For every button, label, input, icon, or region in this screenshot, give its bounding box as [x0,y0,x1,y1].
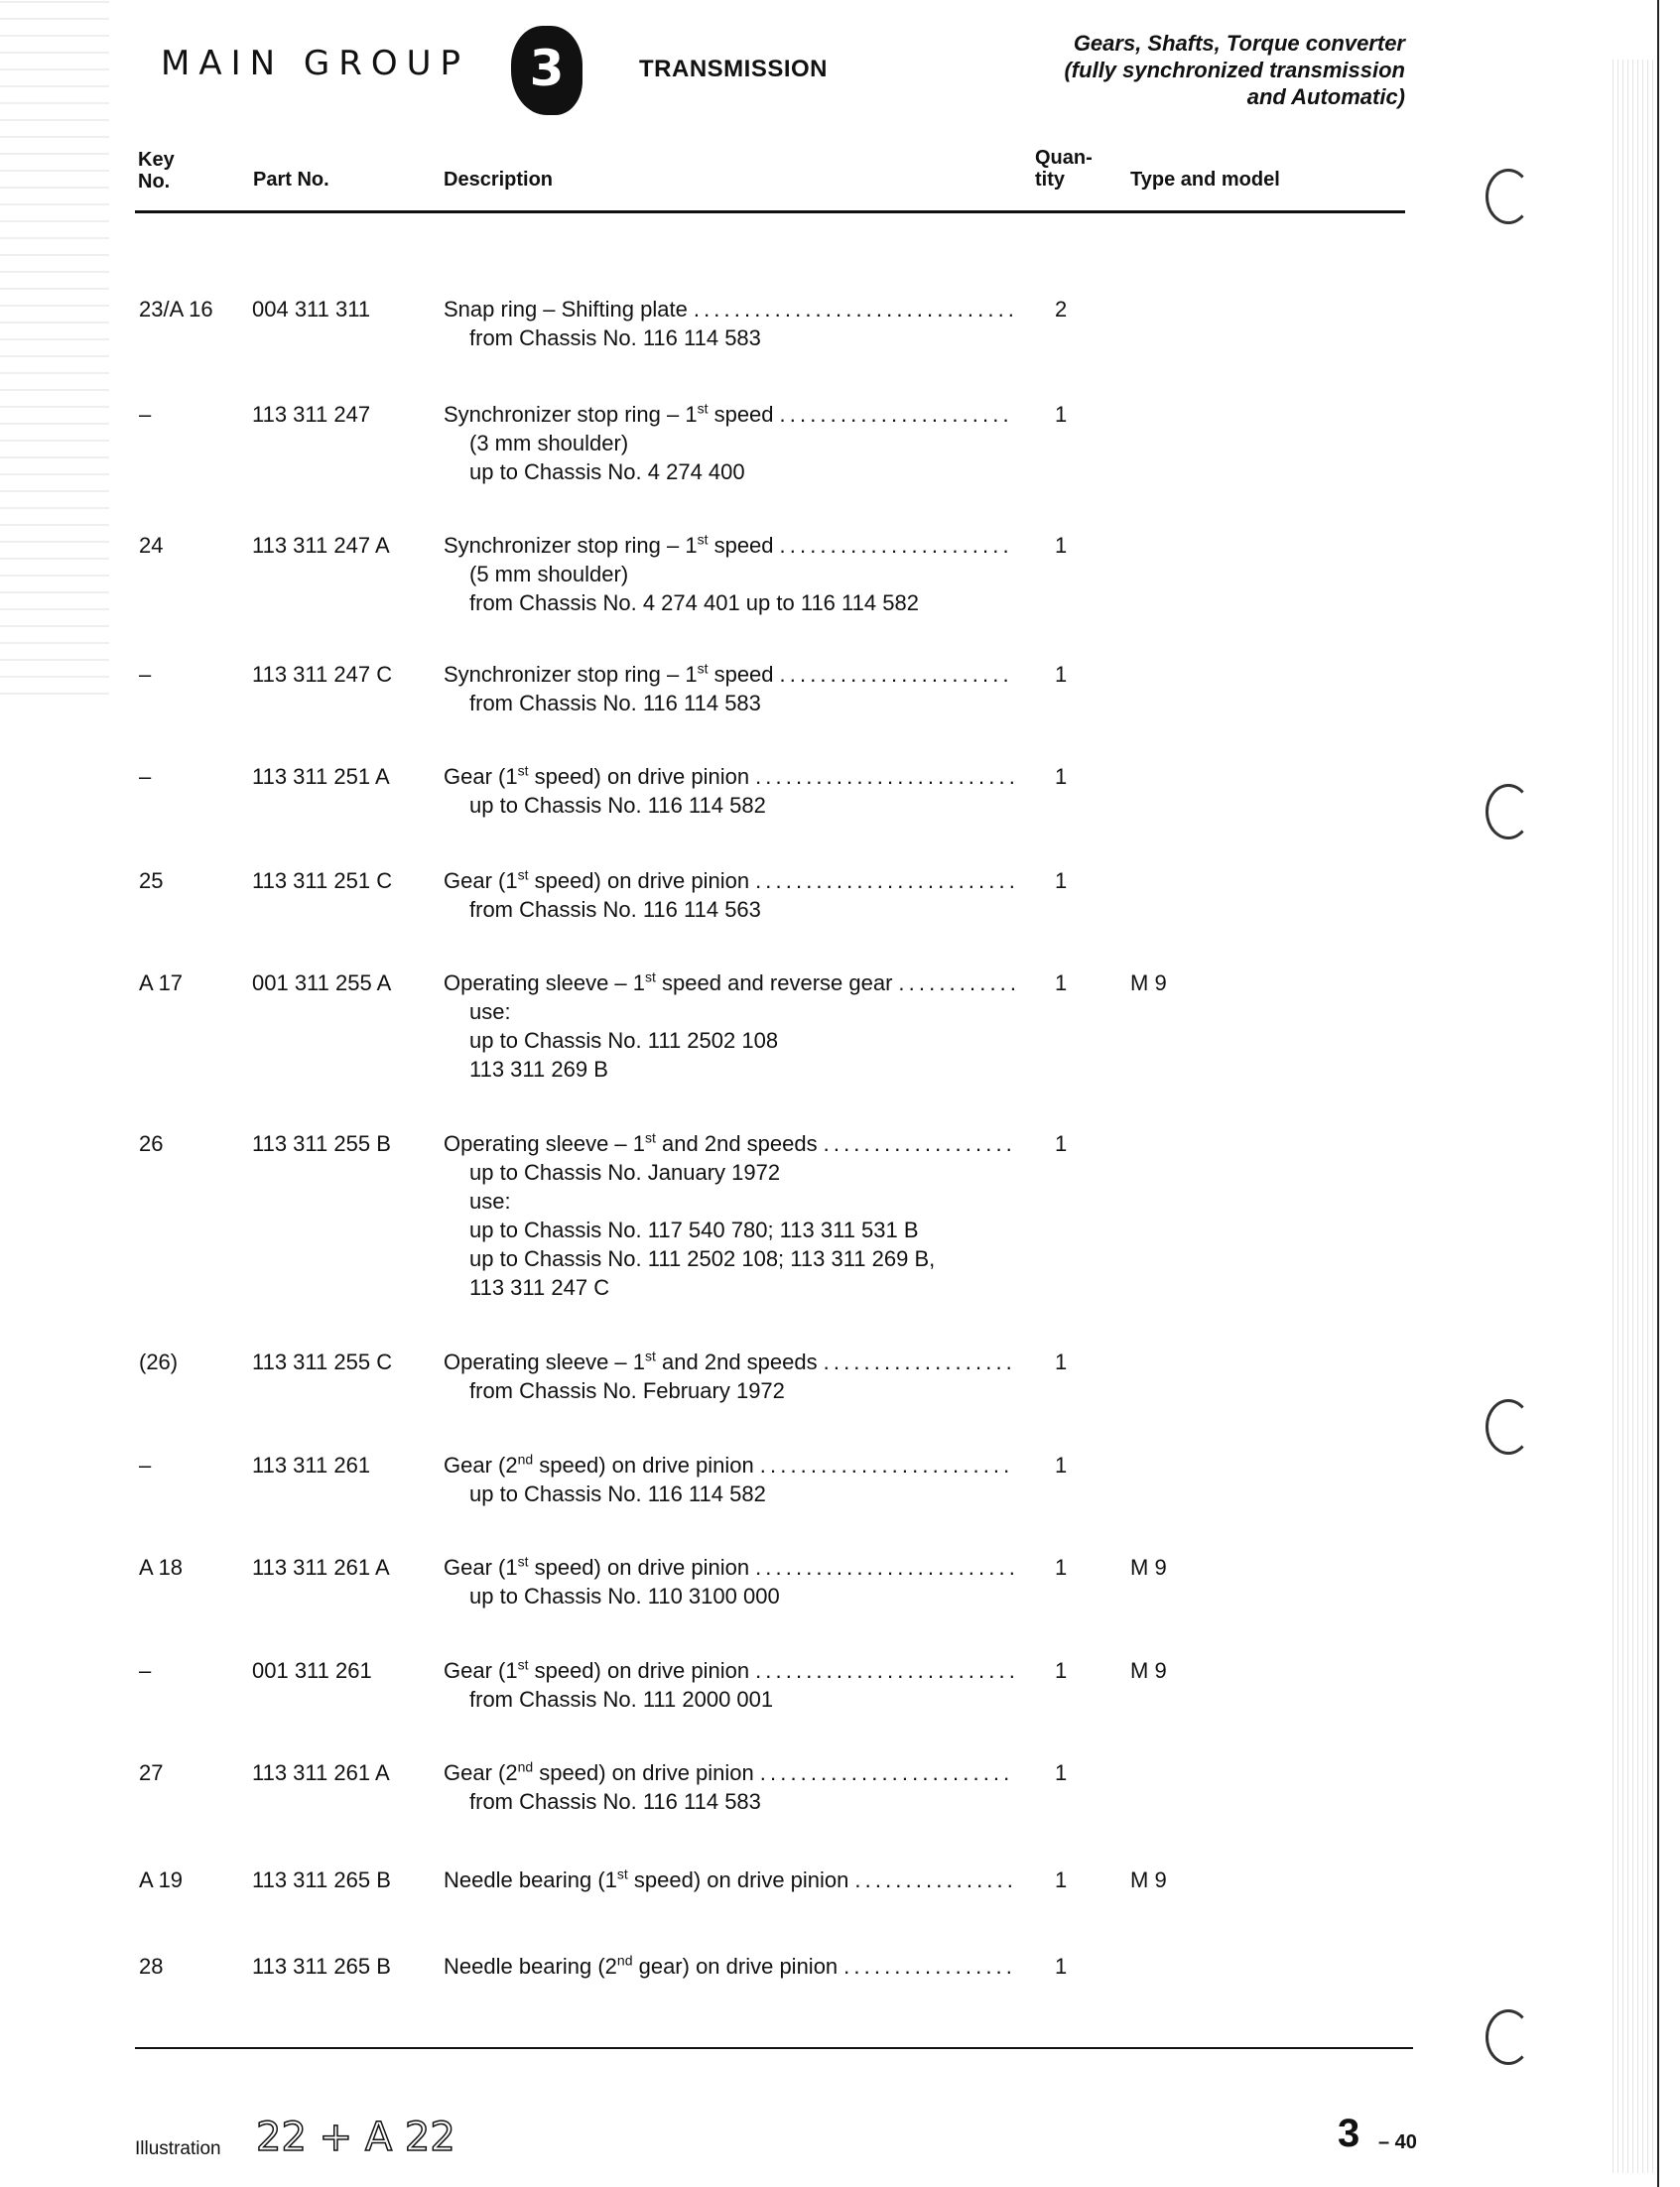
leader-dots [755,762,1014,791]
description-text: Needle bearing (1 [444,1867,617,1892]
binding-edge [1657,0,1659,2187]
group-number-badge: 3 [511,26,582,115]
column-header-quantity: Quan- tity [1035,147,1093,191]
leader-dots [824,1129,1014,1158]
illustration-reference: 22 + A 22 [256,2115,455,2160]
quantity: 1 [1055,764,1068,789]
part-number: 001 311 261 [252,1658,372,1683]
description-sub-line: 113 311 247 C [469,1275,610,1300]
leader-dots [780,531,1014,560]
part-number: 113 311 261 [252,1453,371,1478]
part-number: 113 311 261 A [252,1760,390,1785]
leader-dots [854,1865,1014,1894]
quantity: 1 [1055,970,1068,995]
part-number: 113 311 265 B [252,1954,391,1979]
part-description [444,866,1014,924]
description-text: Synchronizer stop ring – 1 [444,533,698,558]
description-text-tail: speed) on drive pinion [627,1867,849,1892]
description-main-line [444,1758,1014,1787]
section-description-line: Gears, Shafts, Torque converter [1073,31,1405,56]
description-main-line [444,762,1014,791]
description-text: Gear (2 [444,1760,518,1785]
leader-dots [898,968,1014,997]
column-header-part-no: Part No. [253,169,329,191]
key-number: 23/A 16 [139,297,213,322]
description-text-tail: speed) on drive pinion [528,1555,750,1580]
description-sub-line: from Chassis No. 111 2000 001 [469,1687,774,1712]
description-sub-line: up to Chassis No. 117 540 780; 113 311 531 B [469,1218,919,1242]
description-sub-line: (5 mm shoulder) [469,562,629,586]
part-description [444,295,1014,352]
punch-hole-icon [1486,784,1531,839]
quantity: 1 [1055,1350,1068,1374]
part-description [444,660,1014,717]
description-sub-line: use: [469,1189,511,1214]
description-text: Operating sleeve – 1 [444,1350,646,1374]
key-number: – [139,1658,152,1683]
key-number: – [139,662,152,687]
section-description-line: and Automatic) [1246,84,1405,109]
description-text-tail: gear) on drive pinion [632,1954,839,1979]
description-main-line [444,1348,1014,1376]
description-text: Operating sleeve – 1 [444,1131,646,1156]
description-text: Snap ring – Shifting plate [444,297,688,322]
description-main-line [444,1865,1014,1894]
main-group-label: MAIN GROUP [161,44,469,83]
description-sub-line: up to Chassis No. January 1972 [469,1160,781,1185]
description-text-tail: and 2nd speeds [655,1131,818,1156]
quantity: 1 [1055,662,1068,687]
description-main-line [444,1656,1014,1685]
ordinal-suffix: nd [517,1758,534,1775]
part-description [444,1952,1014,1981]
illustration-label: Illustration [135,2138,221,2159]
quantity: 1 [1055,1867,1068,1892]
key-number: 28 [139,1954,164,1979]
scan-noise-left [0,0,109,695]
description-sub-line: use: [469,999,511,1024]
punch-hole-icon [1486,2009,1531,2065]
leader-dots [843,1952,1014,1981]
description-sub-line: up to Chassis No. 116 114 582 [469,793,766,818]
key-number: (26) [139,1350,179,1374]
ordinal-suffix: nd [616,1952,633,1969]
quantity: 2 [1055,297,1068,322]
description-sub-line: from Chassis No. 116 114 583 [469,691,761,715]
key-number: 26 [139,1131,164,1156]
description-main-line [444,866,1014,895]
binding-strip [1613,60,1657,2173]
type-model: M 9 [1130,1658,1167,1683]
ordinal-suffix: st [697,400,709,417]
leader-dots [760,1758,1014,1787]
description-text-tail: speed [708,662,774,687]
description-sub-line: from Chassis No. 4 274 401 up to 116 114 582 [469,590,919,615]
quantity: 1 [1055,533,1068,558]
quantity: 1 [1055,1131,1068,1156]
column-header-key-no: Key No. [138,149,175,193]
description-text: Gear (1 [444,764,518,789]
description-main-line [444,400,1014,429]
leader-dots [755,1656,1014,1685]
leader-dots [780,400,1014,429]
part-number: 001 311 255 A [252,970,392,995]
part-number: 113 311 261 A [252,1555,390,1580]
description-text: Needle bearing (2 [444,1954,617,1979]
key-number: – [139,1453,152,1478]
description-sub-line: from Chassis No. 116 114 583 [469,1789,761,1814]
description-text-tail: speed and reverse gear [655,970,893,995]
type-model: M 9 [1130,970,1167,995]
part-description [444,531,1014,617]
ordinal-suffix: st [645,1348,656,1364]
description-main-line [444,1129,1014,1158]
page-number-sub: – 40 [1378,2131,1417,2153]
part-description [444,1758,1014,1816]
part-number: 113 311 247 A [252,533,390,558]
quantity: 1 [1055,402,1068,427]
leader-dots [760,1451,1014,1479]
column-header-type-model: Type and model [1130,169,1280,191]
description-sub-line: up to Chassis No. 111 2502 108 [469,1028,779,1053]
leader-dots [755,866,1014,895]
leader-dots [694,295,1014,323]
leader-dots [780,660,1014,689]
description-sub-line: up to Chassis No. 4 274 400 [469,459,745,484]
part-number: 113 311 255 C [252,1350,393,1374]
ordinal-suffix: nd [517,1451,534,1468]
description-main-line [444,1451,1014,1479]
quantity: 1 [1055,1760,1068,1785]
description-text-tail: speed) on drive pinion [528,868,750,893]
description-sub-line: 113 311 269 B [469,1057,608,1082]
part-description [444,400,1014,486]
section-description-line: (fully synchronized transmission [1064,58,1405,82]
column-header-description: Description [444,169,554,191]
description-text: Synchronizer stop ring – 1 [444,402,698,427]
header-rule [135,210,1405,213]
part-description [444,1553,1014,1610]
section-description [969,30,1405,110]
leader-dots [755,1553,1014,1582]
ordinal-suffix: st [697,531,709,548]
key-number: 24 [139,533,164,558]
ordinal-suffix: st [645,968,656,985]
description-text-tail: speed) on drive pinion [528,764,750,789]
part-description [444,968,1014,1084]
quantity: 1 [1055,1954,1068,1979]
description-sub-line: from Chassis No. 116 114 583 [469,325,761,350]
description-text: Gear (1 [444,868,518,893]
ordinal-suffix: st [517,1553,529,1570]
part-description [444,1865,1014,1894]
key-number: – [139,764,152,789]
key-number: – [139,402,152,427]
part-number: 113 311 251 A [252,764,390,789]
description-text-tail: speed [708,402,774,427]
description-main-line [444,1952,1014,1981]
punch-hole-icon [1486,169,1531,224]
ordinal-suffix: st [517,866,529,883]
quantity: 1 [1055,868,1068,893]
ordinal-suffix: st [616,1865,628,1882]
part-number: 113 311 247 [252,402,371,427]
description-text: Gear (1 [444,1555,518,1580]
description-main-line [444,295,1014,323]
quantity: 1 [1055,1555,1068,1580]
description-text-tail: speed [708,533,774,558]
description-main-line [444,968,1014,997]
description-sub-line: up to Chassis No. 116 114 582 [469,1481,766,1506]
description-main-line [444,1553,1014,1582]
leader-dots [824,1348,1014,1376]
footer-rule [135,2047,1413,2049]
description-sub-line: from Chassis No. February 1972 [469,1378,785,1403]
description-text: Gear (1 [444,1658,518,1683]
description-sub-line: up to Chassis No. 111 2502 108; 113 311 269 B, [469,1246,936,1271]
quantity: 1 [1055,1658,1068,1683]
ordinal-suffix: st [517,1656,529,1673]
description-text: Gear (2 [444,1453,518,1478]
part-description [444,1129,1014,1302]
description-main-line [444,531,1014,560]
key-number: 25 [139,868,164,893]
part-number: 004 311 311 [252,297,371,322]
part-description [444,1348,1014,1405]
description-sub-line: up to Chassis No. 110 3100 000 [469,1584,780,1608]
description-text: Operating sleeve – 1 [444,970,646,995]
punch-hole-icon [1486,1399,1531,1455]
page-number: 3 [1338,2112,1360,2155]
key-number: A 17 [139,970,184,995]
part-number: 113 311 251 C [252,868,393,893]
type-model: M 9 [1130,1867,1167,1892]
description-main-line [444,660,1014,689]
section-name: TRANSMISSION [639,56,829,82]
description-text: Synchronizer stop ring – 1 [444,662,698,687]
part-description [444,762,1014,820]
description-text-tail: and 2nd speeds [655,1350,818,1374]
ordinal-suffix: st [645,1129,656,1146]
description-text-tail: speed) on drive pinion [528,1658,750,1683]
part-description [444,1451,1014,1508]
description-sub-line: from Chassis No. 116 114 563 [469,897,761,922]
description-text-tail: speed) on drive pinion [533,1453,754,1478]
part-description [444,1656,1014,1714]
key-number: A 19 [139,1867,184,1892]
description-text-tail: speed) on drive pinion [533,1760,754,1785]
part-number: 113 311 265 B [252,1867,391,1892]
ordinal-suffix: st [517,762,529,779]
ordinal-suffix: st [697,660,709,677]
part-number: 113 311 255 B [252,1131,391,1156]
quantity: 1 [1055,1453,1068,1478]
part-number: 113 311 247 C [252,662,393,687]
key-number: A 18 [139,1555,184,1580]
type-model: M 9 [1130,1555,1167,1580]
key-number: 27 [139,1760,164,1785]
description-sub-line: (3 mm shoulder) [469,431,629,455]
